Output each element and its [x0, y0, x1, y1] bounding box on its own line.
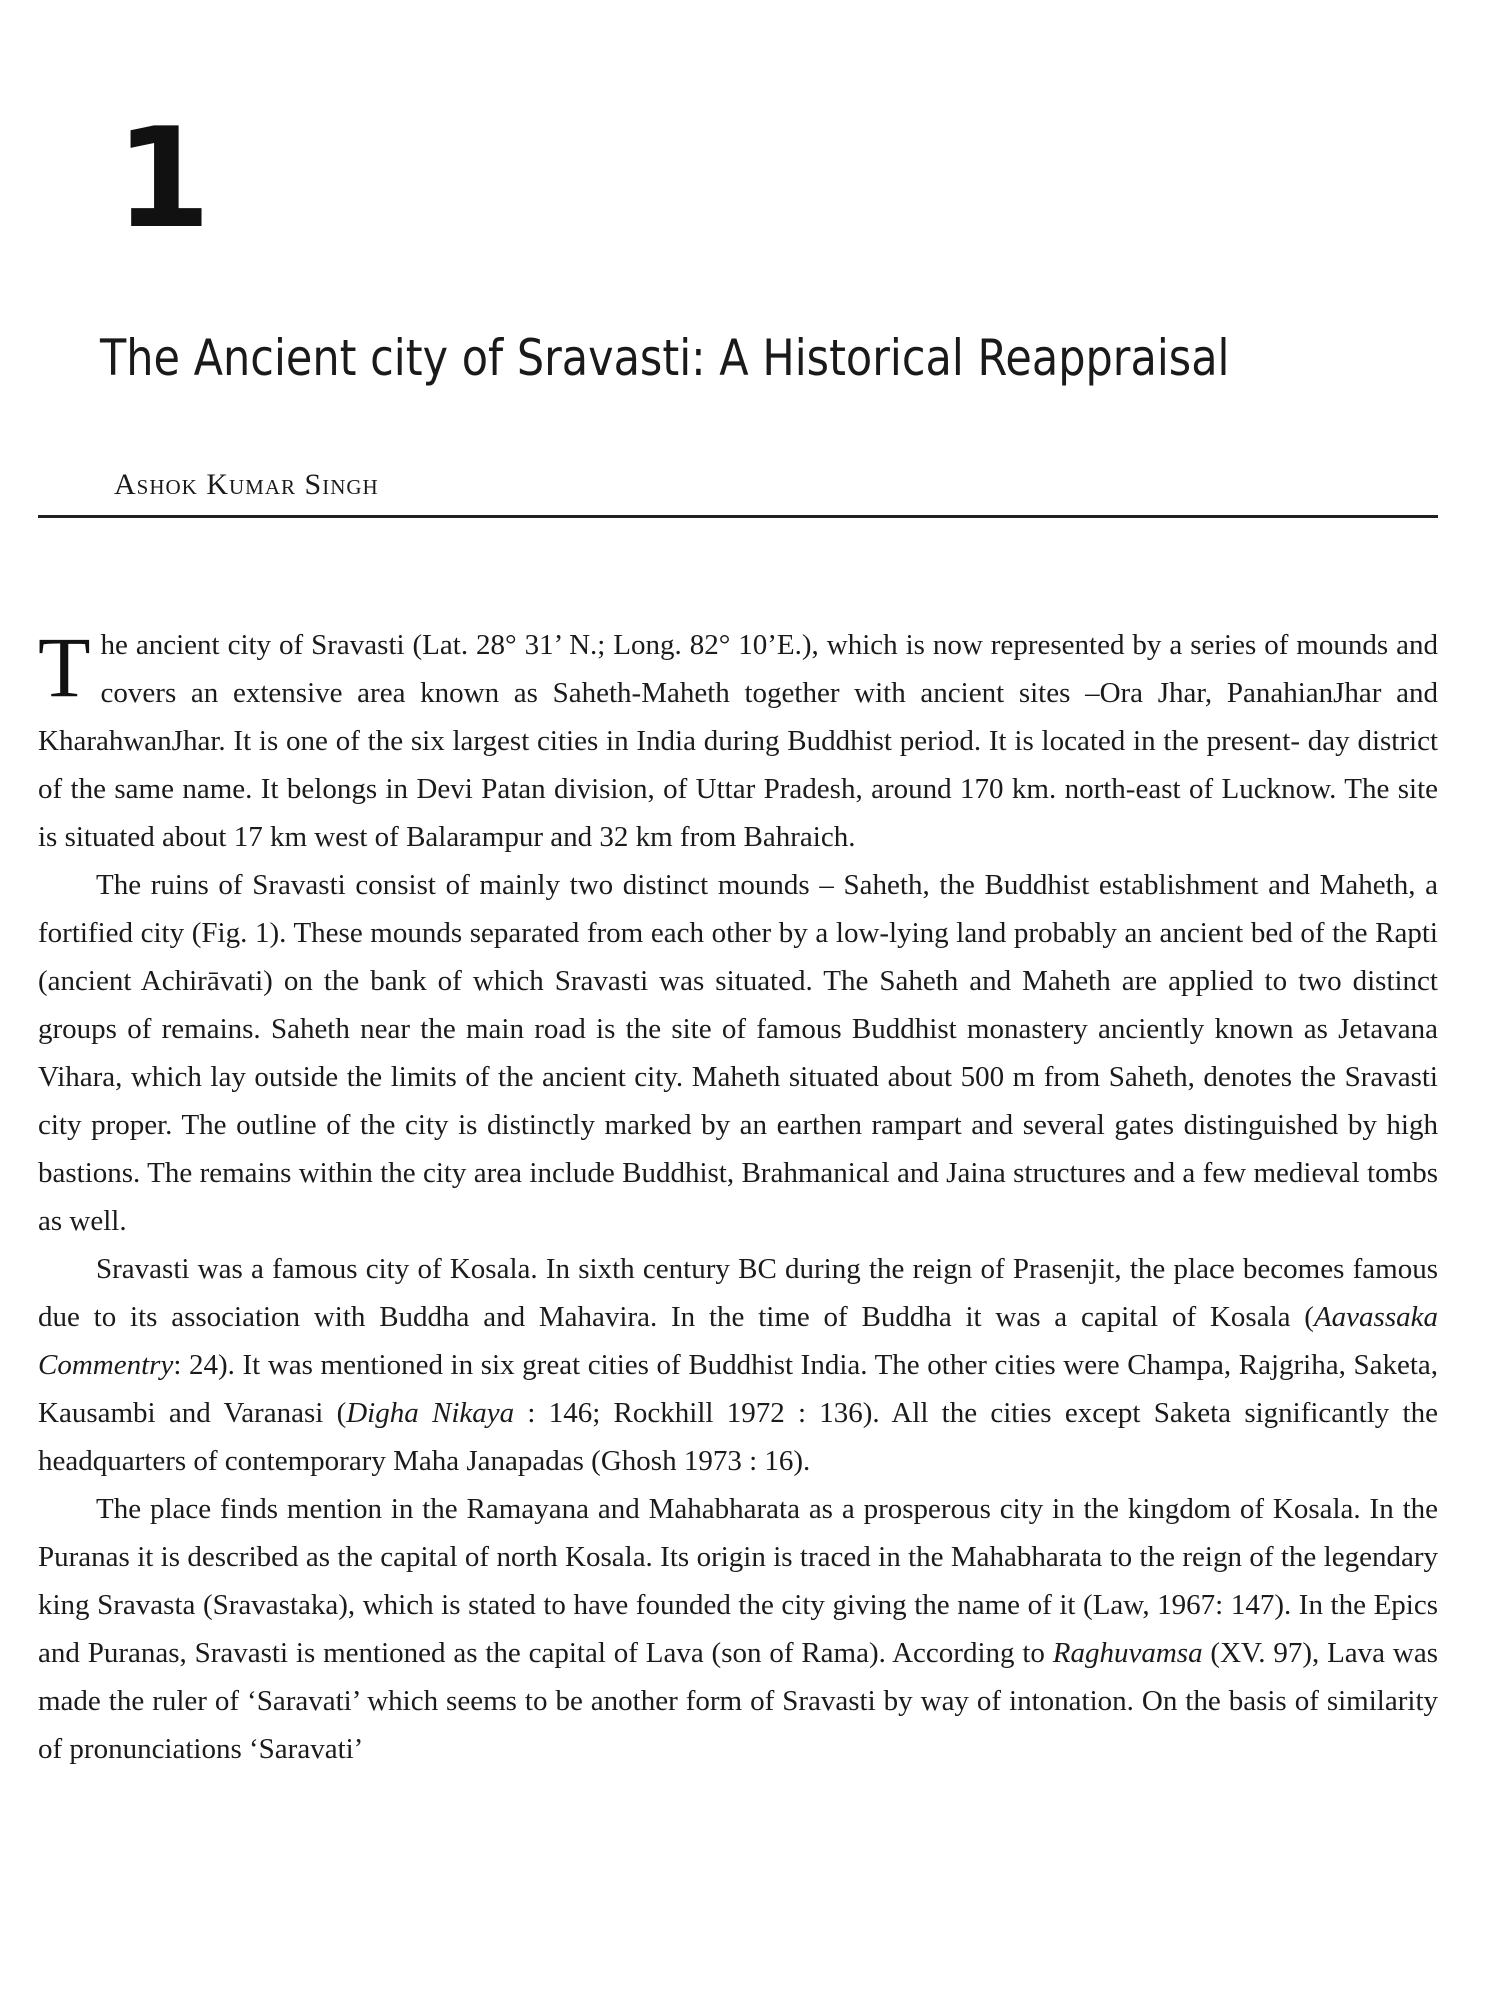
- header-rule: [38, 515, 1438, 518]
- chapter-title: The Ancient city of Sravasti: A Historical Reappraisal: [100, 329, 1230, 387]
- paragraph-1-text: he ancient city of Sravasti (Lat. 28° 31’ N.; Long. 82° 10’E.), which is now represented by a series of mounds and covers an extensive area known as Saheth-Maheth together with ancient sites –Ora Jhar, PanahianJhar and KharahwanJhar. It is one of the six largest cities in India during Buddhist period. It is located in the present- day district of the same name. It belongs in Devi Patan division, of Uttar Pradesh, around 170 km. north-east of Lucknow. The site is situated about 17 km west of Balarampur and 32 km from Bahraich.: [38, 629, 1438, 853]
- paragraph-4-text-1: The place finds mention in the Ramayana and Mahabharata as a prosperous city in the kingdom of Kosala. In the Puranas it is described as the capital of north Kosala. Its origin is traced in the Mahabharata to the reign of the legendary king Sravasta (Sravastaka), which is stated to have founded the city giving the name of it (Law, 1967: 147). In the Epics and Puranas, Sravasti is mentioned as the capital of Lava (son of Rama). According to: [38, 1493, 1438, 1669]
- author-name: Ashok Kumar Singh: [114, 468, 379, 501]
- paragraph-4-text-2: (XV. 97), Lava was made the ruler of ‘Saravati’ which seems to be another form of Sravasti by way of intonation. On the basis of similarity of pronunciations ‘Saravati’: [38, 1637, 1438, 1765]
- paragraph-3-text-1: Sravasti was a famous city of Kosala. In sixth century BC during the reign of Prasenjit, the place becomes famous due to its association with Buddha and Mahavira. In the time of Buddha it was a capital of Kosala (: [38, 1253, 1438, 1333]
- paragraph-3-text-2: : 24). It was mentioned in six great cities of Buddhist India. The other cities were Champa, Rajgriha, Saketa, Kausambi and Varanasi (: [38, 1349, 1438, 1429]
- paragraph-3-text-3: : 146; Rockhill 1972 : 136). All the cities except Saketa significantly the headquarters of contemporary Maha Janapadas (Ghosh 1973 : 16).: [38, 1397, 1438, 1477]
- paragraph-2: The ruins of Sravasti consist of mainly two distinct mounds – Saheth, the Buddhist establishment and Maheth, a fortified city (Fig. 1). These mounds separated from each other by a low-lying land probably an ancient bed of the Rapti (ancient Achirāvati) on the bank of which Sravasti was situated. The Saheth and Maheth are applied to two distinct groups of remains. Saheth near the main road is the site of famous Buddhist monastery anciently known as Jetavana Vihara, which lay outside the limits of the ancient city. Maheth situated about 500 m from Saheth, denotes the Sravasti city proper. The outline of the city is distinctly marked by an earthen rampart and several gates distinguished by high bastions. The remains within the city area include Buddhist, Brahmanical and Jaina structures and a few medieval tombs as well.: [38, 869, 1438, 1237]
- paragraph-1: [38, 621, 1438, 861]
- drop-cap: T: [38, 619, 91, 715]
- citation-raghuvamsa: Raghuvamsa: [1052, 1637, 1203, 1669]
- body-text: [38, 621, 1438, 1773]
- paragraph-4: [38, 1485, 1438, 1773]
- citation-digha-nikaya: Digha Nikaya: [346, 1397, 515, 1429]
- chapter-number: 1: [115, 98, 210, 259]
- citation-aavassaka: Aavassaka Commentry: [38, 1301, 1438, 1381]
- paragraph-3: [38, 1245, 1438, 1485]
